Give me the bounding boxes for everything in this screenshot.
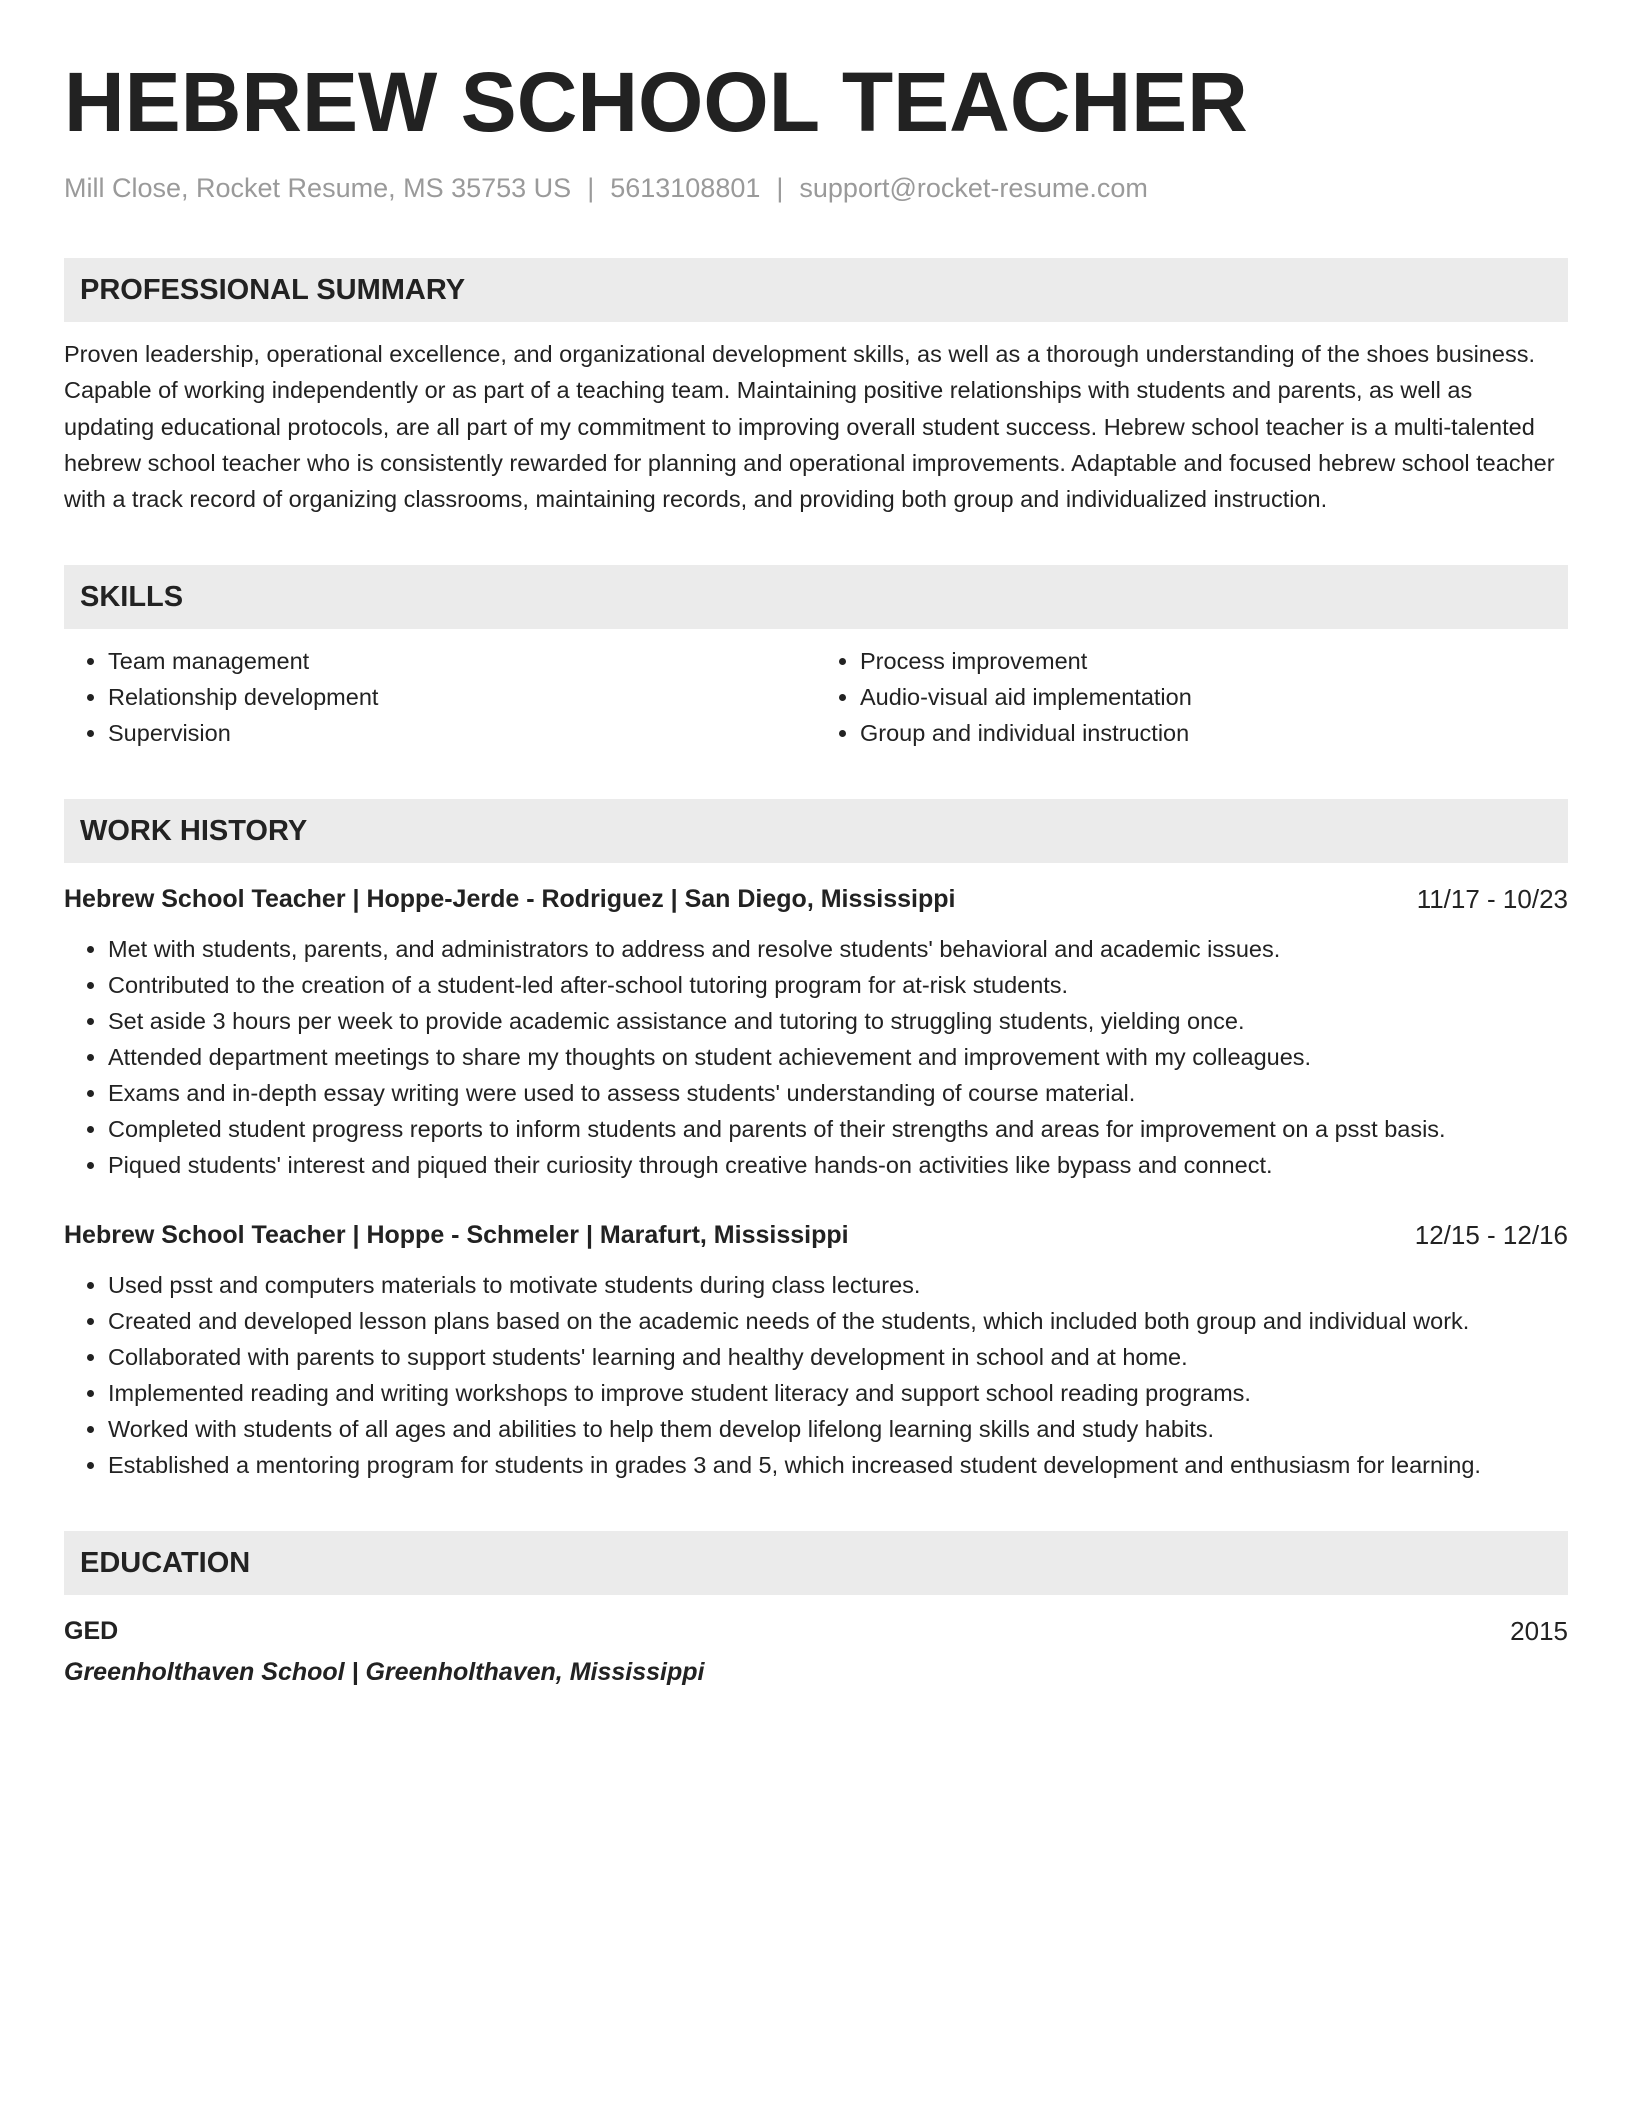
job-header [64,1217,1568,1253]
resume-name: HEBREW SCHOOL TEACHER [64,55,1248,149]
section-heading-skills: SKILLS [64,565,1568,629]
job-bullet: • Contributed to the creation of a student-led after-school tutoring program for at-risk students. [108,967,1568,1003]
section-heading-education: EDUCATION [64,1531,1568,1595]
contact-separator: | [776,173,784,203]
section-heading-work: WORK HISTORY [64,799,1568,863]
contact-separator: | [587,173,595,203]
job-title: Hebrew School Teacher | Hoppe-Jerde - Rodriguez | San Diego, Mississippi [64,885,956,914]
contact-address: Mill Close, Rocket Resume, MS 35753 US [64,173,572,203]
education-year: 2015 [1510,1616,1568,1647]
skill-item: • Supervision [108,715,816,751]
job-dates: 12/15 - 12/16 [1414,1220,1568,1251]
skill-item: • Team management [108,643,816,679]
job-bullet: • Completed student progress reports to inform students and parents of their strengths and areas for improvement on a psst basis. [108,1111,1568,1147]
contact-email: support@rocket-resume.com [799,173,1148,203]
section-heading-summary: PROFESSIONAL SUMMARY [64,258,1568,322]
job-entry [64,881,1568,1183]
job-entry [64,1217,1568,1483]
job-bullet: • Created and developed lesson plans based on the academic needs of the students, which included both group and individual work. [108,1303,1568,1339]
contact-phone: 5613108801 [610,173,761,203]
job-bullet: • Exams and in-depth essay writing were used to assess students' understanding of course material. [108,1075,1568,1111]
education-header [64,1613,1568,1649]
summary-text: Proven leadership, operational excellence, and organizational development skills, as well as a thorough understanding of the shoes business. Capable of working independently or as part of a teaching team. Maintaining positive relationships with students and parents, as well as updating educational protocols, are all part of my commitment to improving overall student success. Hebrew school teacher is a multi-talented hebrew school teacher who is consistently rewarded for planning and operational improvements. Adaptable and focused hebrew school teacher with a track record of organizing classrooms, maintaining records, and providing both group and individualized instruction. [64,341,1555,513]
skills-list [64,643,1568,751]
job-bullet: • Piqued students' interest and piqued their curiosity through creative hands-on activities like bypass and connect. [108,1147,1568,1183]
job-bullet: • Attended department meetings to share my thoughts on student achievement and improvement with my colleagues. [108,1039,1568,1075]
job-title: Hebrew School Teacher | Hoppe - Schmeler | Marafurt, Mississippi [64,1221,849,1250]
education-school: Greenholthaven School | Greenholthaven, Mississippi [64,1658,705,1687]
job-bullets [64,931,1568,1183]
job-bullet: • Met with students, parents, and administrators to address and resolve students' behavioral and academic issues. [108,931,1568,967]
skill-item: • Audio-visual aid implementation [860,679,1568,715]
job-dates: 11/17 - 10/23 [1416,884,1568,915]
skill-item: • Group and individual instruction [860,715,1568,751]
job-header [64,881,1568,917]
education-degree: GED [64,1617,119,1646]
skill-item: • Relationship development [108,679,816,715]
job-bullet: • Established a mentoring program for students in grades 3 and 5, which increased student development and enthusiasm for learning. [108,1447,1568,1483]
job-bullet: • Set aside 3 hours per week to provide academic assistance and tutoring to struggling students, yielding once. [108,1003,1568,1039]
skills-column-left [64,643,816,751]
job-bullet: • Used psst and computers materials to motivate students during class lectures. [108,1267,1568,1303]
job-bullet: • Implemented reading and writing workshops to improve student literacy and support school reading programs. [108,1375,1568,1411]
skills-column-right [816,643,1568,751]
job-bullet: • Collaborated with parents to support students' learning and healthy development in school and at home. [108,1339,1568,1375]
skill-item: • Process improvement [860,643,1568,679]
job-bullet: • Worked with students of all ages and abilities to help them develop lifelong learning skills and study habits. [108,1411,1568,1447]
contact-line [64,170,1568,206]
job-bullets [64,1267,1568,1483]
